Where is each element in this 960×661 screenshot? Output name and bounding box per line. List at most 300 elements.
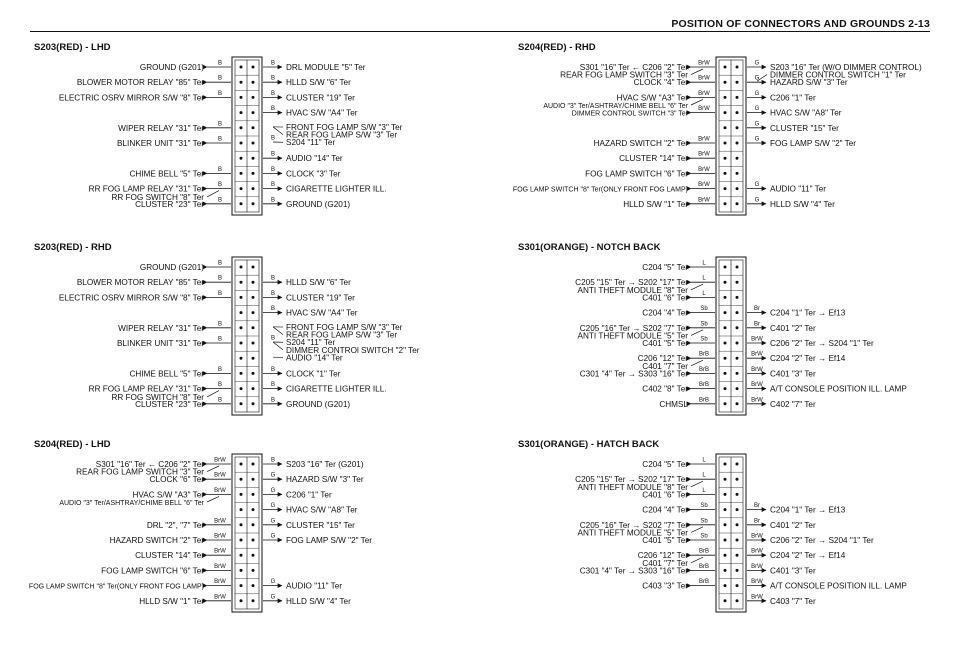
left-wire-entry	[642, 337, 715, 349]
right-wire-entry	[747, 503, 846, 514]
wire-color-code: BrB	[698, 579, 710, 586]
right-wire-entry	[263, 397, 350, 409]
left-wire-entry	[642, 534, 715, 546]
wire-destination-label: FOG LAMP S/W "2" Ter	[770, 139, 857, 148]
left-wire-entry	[585, 167, 715, 179]
terminal-pin	[252, 81, 255, 84]
terminal-pin	[252, 326, 255, 329]
terminal-pin	[240, 539, 243, 542]
wire-color-code: G	[754, 90, 760, 97]
wire-color-code: B	[217, 90, 223, 97]
right-wire-entry	[747, 197, 835, 209]
right-wire-entry	[747, 549, 846, 561]
left-wire-entry	[118, 321, 231, 333]
wire-destination-label: AUDIO "14" Ter	[286, 353, 343, 363]
wire-destination-label: A/T CONSOLE POSITION ILL. LAMP	[770, 384, 907, 394]
wire-color-code: B	[270, 457, 276, 464]
terminal-pin	[240, 493, 243, 496]
wire-color-code: B	[270, 290, 276, 297]
terminal-pin	[724, 569, 727, 572]
wire-destination-label: C401 "3" Ter	[770, 369, 816, 379]
connector-block	[716, 57, 746, 215]
terminal-pin	[724, 508, 727, 511]
wire-color-code: BrW	[214, 487, 226, 494]
terminal-pin	[724, 387, 727, 390]
wire-color-code: B	[270, 151, 276, 158]
wire-color-code: B	[217, 60, 223, 67]
wire-destination-label: HVAC S/W "A8" Ter	[770, 108, 842, 118]
wire-destination-label: GROUND (G201)	[286, 199, 351, 209]
right-wire-entry	[747, 367, 816, 379]
right-wire-entry	[747, 579, 907, 591]
terminal-pin	[724, 202, 727, 205]
right-wire-entry	[263, 276, 351, 288]
wire-destination-label: C204 "4" Ter	[642, 308, 688, 318]
wire-destination-label: HVAC S/W "A3" Ter	[616, 93, 688, 103]
wire-color-code: BrW	[698, 136, 710, 143]
wire-destination-label: C403 "3" Ter	[642, 581, 688, 591]
wire-color-code: Sb	[700, 503, 708, 510]
wire-color-code: BrB	[698, 548, 710, 555]
wire-destination-label: CLOCK "4" Ter	[633, 78, 688, 88]
terminal-pin	[240, 387, 243, 390]
wire-destination-label: C206 "2" Ter → S204 "1" Ter	[770, 536, 874, 545]
wire-color-code: B	[217, 197, 223, 204]
wire-color-code: BrW	[698, 166, 710, 173]
terminal-pin	[736, 342, 739, 345]
wire-color-code: BrW	[214, 518, 226, 525]
wire-destination-label: RR FOG SWITCH "8" Ter	[111, 392, 204, 402]
terminal-pin	[240, 372, 243, 375]
terminal-pin	[724, 372, 727, 375]
wire-color-code: B	[217, 397, 223, 404]
left-wire-entry	[580, 564, 715, 576]
terminal-pin	[252, 508, 255, 511]
left-wire-entry	[642, 579, 715, 591]
left-wire-entry	[513, 182, 715, 194]
left-wire-entry	[29, 579, 231, 591]
wire-color-code: B	[270, 182, 276, 189]
terminal-pin	[724, 599, 727, 602]
left-wire-entry	[59, 291, 231, 303]
right-wire-entry	[263, 306, 358, 318]
wire-destination-label: CLUSTER "19" Ter	[286, 93, 355, 103]
terminal-pin	[252, 66, 255, 69]
wire-color-code: BrB	[698, 366, 710, 373]
panel-title: S301(ORANGE) - HATCH BACK	[518, 439, 660, 450]
right-wire-entry	[271, 136, 335, 148]
wire-destination-label: C204 "1" Ter → Ef13	[770, 505, 846, 515]
terminal-pin	[240, 508, 243, 511]
left-wire-entry	[619, 152, 715, 164]
right-wire-entry	[747, 106, 842, 118]
left-wire-entry	[118, 121, 231, 133]
terminal-pin	[252, 266, 255, 269]
terminal-pin	[736, 326, 739, 329]
wire-color-code: G	[754, 197, 760, 204]
right-wire-entry	[747, 534, 874, 546]
terminal-pin	[240, 584, 243, 587]
wire-destination-label: C204 "5" Ter	[642, 460, 688, 469]
wire-color-code: G	[270, 579, 276, 586]
wire-color-code: BrW	[698, 90, 710, 97]
terminal-pin	[736, 96, 739, 99]
wire-destination-label: CLOCK "6" Ter	[149, 475, 204, 485]
wire-destination-label: S204 "11" Ter	[286, 338, 336, 348]
wire-color-code: B	[217, 182, 223, 189]
wire-color-code: B	[270, 166, 276, 173]
wire-color-code: Sb	[700, 518, 708, 525]
wire-destination-label: HLLD S/W "4" Ter	[286, 596, 351, 606]
wire-destination-label: CHIME BELL "5" Ter	[129, 369, 204, 379]
wire-destination-label: C401 "5" Ter	[642, 339, 688, 348]
panel-title: S204(RED) - LHD	[34, 439, 111, 450]
right-wire-entry	[747, 321, 816, 333]
wire-destination-label: GROUND (G201)	[139, 63, 204, 72]
right-wire-entry	[747, 91, 816, 103]
terminal-pin	[736, 599, 739, 602]
terminal-pin	[724, 81, 727, 84]
left-wire-entry	[623, 197, 715, 209]
right-wire-entry	[263, 594, 351, 606]
wire-destination-label: HAZARD SWITCH "2" Ter	[109, 536, 204, 545]
right-wire-entry	[747, 594, 816, 606]
terminal-pin	[240, 554, 243, 557]
terminal-pin	[240, 599, 243, 602]
terminal-pin	[724, 402, 727, 405]
wire-destination-label: CLUSTER "15" Ter	[770, 123, 839, 133]
terminal-pin	[252, 157, 255, 160]
wire-destination-label: FOG LAMP SWITCH "6" Ter	[101, 566, 204, 576]
terminal-pin	[240, 96, 243, 99]
terminal-pin	[252, 523, 255, 526]
wire-color-code: G	[270, 533, 276, 540]
wire-destination-label: S203 "16" Ter (G201)	[286, 460, 364, 469]
terminal-pin	[724, 142, 727, 145]
left-wire-entry	[150, 473, 231, 485]
wire-destination-label: ANTI THEFT MODULE "5" Ter	[577, 528, 688, 538]
wire-destination-label: DIMMER CONTROL SWITCH "1" Ter	[770, 70, 906, 80]
right-wire-entry	[747, 337, 874, 349]
terminal-pin	[724, 554, 727, 557]
wire-color-code: Sb	[700, 336, 708, 343]
wire-destination-label: ANTI THEFT MODULE "8" Ter	[577, 285, 688, 295]
terminal-pin	[736, 387, 739, 390]
wire-destination-label: C205 "15" Ter → S202 "17" Ter	[575, 475, 688, 485]
connector-diagram	[30, 439, 500, 619]
wire-destination-label: C401 "7" Ter	[642, 558, 688, 568]
wire-color-code: G	[754, 121, 760, 128]
wire-destination-label: HAZARD SWITCH "2" Ter	[593, 139, 688, 148]
right-wire-entry	[263, 152, 343, 164]
wire-color-code: BrW	[214, 457, 226, 464]
terminal-pin	[252, 172, 255, 175]
connector-block	[232, 57, 262, 215]
connector-diagram	[514, 242, 960, 422]
terminal-pin	[252, 554, 255, 557]
terminal-pin	[240, 342, 243, 345]
connector-panel-s301-hatch-back	[514, 439, 960, 639]
wire-destination-label: CIGARETTE LIGHTER ILL.	[286, 184, 387, 194]
wire-color-code: B	[217, 336, 223, 343]
right-wire-entry	[263, 473, 364, 485]
terminal-pin	[736, 569, 739, 572]
wire-destination-label: C204 "4" Ter	[642, 505, 688, 515]
terminal-pin	[736, 478, 739, 481]
terminal-pin	[240, 202, 243, 205]
terminal-pin	[252, 478, 255, 481]
wire-color-code: BrW	[214, 594, 226, 601]
right-wire-entry	[747, 121, 839, 133]
wire-destination-label: FRONT FOG LAMP S/W "3" Ter	[286, 123, 403, 133]
right-wire-entry	[263, 579, 342, 591]
wire-color-code: BrW	[751, 594, 763, 601]
wire-color-code: B	[217, 275, 223, 282]
wire-color-code: L	[702, 487, 706, 494]
wire-color-code: G	[270, 594, 276, 601]
wire-destination-label: FOG LAMP SWITCH "8" Ter(ONLY FRONT FOG LAMP)	[28, 583, 204, 591]
wire-destination-label: HLLD S/W "1" Ter	[139, 596, 204, 606]
left-wire-entry	[642, 458, 715, 470]
terminal-pin	[252, 296, 255, 299]
wire-destination-label: C401 "3" Ter	[770, 566, 816, 576]
left-wire-entry	[594, 137, 715, 149]
wire-color-code: BrW	[698, 151, 710, 158]
terminal-pin	[736, 523, 739, 526]
terminal-pin	[252, 463, 255, 466]
wire-destination-label: WIPER RELAY "31" Ter	[118, 123, 204, 133]
left-wire-entry	[135, 549, 231, 561]
wire-color-code: G	[754, 136, 760, 143]
wire-color-code: BrW	[214, 548, 226, 555]
wire-destination-label: HAZARD S/W "3" Ter	[286, 475, 364, 485]
wire-color-code: BrW	[751, 563, 763, 570]
terminal-pin	[252, 584, 255, 587]
wire-destination-label: BLOWER MOTOR RELAY "85" Ter	[76, 78, 204, 88]
terminal-pin	[724, 342, 727, 345]
wire-destination-label: BLINKER UNIT "31" Ter	[117, 139, 204, 148]
terminal-pin	[252, 387, 255, 390]
wire-color-code: BrW	[751, 533, 763, 540]
wire-destination-label: HLLD S/W "6" Ter	[286, 278, 351, 288]
panel-title: S301(ORANGE) - NOTCH BACK	[518, 242, 661, 253]
left-wire-entry	[89, 182, 231, 194]
panel-title: S203(RED) - RHD	[34, 242, 112, 253]
right-wire-entry	[273, 353, 343, 362]
wire-color-code: B	[270, 197, 276, 204]
wire-destination-label: DIMMER CONTROl SWITCH "2" Ter	[286, 345, 420, 355]
wire-destination-label: GROUND (G201)	[286, 399, 351, 409]
wire-destination-label: A/T CONSOLE POSITION ILL. LAMP	[770, 581, 907, 591]
right-wire-entry	[747, 397, 816, 409]
right-wire-entry	[747, 564, 816, 576]
wire-color-code: L	[702, 260, 706, 267]
wire-destination-label: C401 "2" Ter	[770, 323, 816, 333]
wire-color-code: G	[270, 503, 276, 510]
wire-color-code: Br	[754, 321, 760, 328]
terminal-pin	[252, 187, 255, 190]
wire-color-code: L	[702, 457, 706, 464]
wire-color-code: L	[702, 472, 706, 479]
wire-color-code: BrW	[698, 197, 710, 204]
right-wire-entry	[747, 306, 846, 318]
terminal-pin	[724, 96, 727, 99]
left-wire-entry	[642, 382, 715, 394]
terminal-pin	[240, 157, 243, 160]
wire-destination-label: ELECTRIC OSRV MIRROR S/W "8" Ter	[58, 293, 204, 303]
terminal-pin	[724, 126, 727, 129]
wire-color-code: BrW	[214, 533, 226, 540]
terminal-pin	[736, 81, 739, 84]
wire-destination-label: AUDIO "3" Ter/ASHTRAY/CHIME BELL "6" Ter	[59, 500, 204, 507]
wire-destination-label: FRONT FOG LAMP S/W "3" Ter	[286, 323, 403, 333]
wire-color-code: BrB	[698, 351, 710, 358]
terminal-pin	[724, 493, 727, 496]
terminal-pin	[736, 554, 739, 557]
left-wire-entry	[642, 488, 715, 500]
wire-color-code: G	[270, 518, 276, 525]
wire-destination-label: C401 "5" Ter	[642, 536, 688, 545]
terminal-pin	[736, 142, 739, 145]
wire-color-code: BrW	[698, 75, 710, 82]
terminal-pin	[252, 311, 255, 314]
wire-color-code: Br	[754, 518, 760, 525]
wire-color-code: L	[702, 275, 706, 282]
terminal-pin	[724, 266, 727, 269]
wire-destination-label: C401 "7" Ter	[642, 361, 688, 371]
terminal-pin	[736, 157, 739, 160]
wire-destination-label: C206 "12" Ter	[637, 551, 688, 561]
wire-color-code: G	[270, 487, 276, 494]
wire-destination-label: DRL MODULE "5" Ter	[286, 63, 366, 72]
wire-destination-label: C301 "4" Ter → S303 "16" Ter	[579, 369, 688, 379]
left-wire-entry	[659, 397, 715, 409]
wire-color-code: B	[270, 106, 276, 113]
wire-color-code: B	[270, 75, 276, 82]
left-wire-entry	[77, 276, 231, 288]
wire-color-code: B	[217, 136, 223, 143]
left-wire-entry	[147, 518, 231, 530]
wire-color-code: BrW	[751, 579, 763, 586]
right-wire-entry	[263, 503, 358, 514]
terminal-pin	[240, 172, 243, 175]
wire-color-code: Br	[754, 503, 760, 510]
wire-color-code: B	[270, 366, 276, 373]
connector-block	[232, 454, 262, 612]
wire-destination-label: HVAC S/W "A8" Ter	[286, 505, 358, 515]
terminal-pin	[724, 357, 727, 360]
terminal-pin	[724, 111, 727, 114]
terminal-pin	[252, 202, 255, 205]
terminal-pin	[252, 111, 255, 114]
wire-color-code: BrB	[698, 563, 710, 570]
terminal-pin	[736, 508, 739, 511]
left-wire-entry	[129, 367, 231, 379]
wire-destination-label: CLOCK "3" Ter	[286, 169, 341, 179]
terminal-pin	[252, 599, 255, 602]
wire-color-code: B	[270, 382, 276, 389]
wire-destination-label: S204 "11" Ter	[286, 138, 336, 148]
wire-destination-label: C204 "2" Ter → Ef14	[770, 354, 846, 364]
wire-destination-label: AUDIO "14" Ter	[286, 154, 343, 164]
wire-color-code: G	[754, 106, 760, 113]
wire-destination-label: C206 "1" Ter	[770, 93, 816, 103]
connector-panel-s301-notch-back	[514, 242, 960, 442]
terminal-pin	[240, 187, 243, 190]
wire-color-code: B	[217, 382, 223, 389]
terminal-pin	[724, 311, 727, 314]
terminal-pin	[252, 372, 255, 375]
wire-color-code: Sb	[700, 533, 708, 540]
wire-color-code: L	[702, 290, 706, 297]
wire-destination-label: HVAC S/W "A3" Ter	[132, 490, 204, 500]
left-wire-entry	[642, 261, 715, 273]
connector-panel-s203-rhd	[30, 242, 500, 442]
terminal-pin	[252, 281, 255, 284]
wire-color-code: BrW	[214, 579, 226, 586]
terminal-pin	[736, 281, 739, 284]
left-wire-entry	[89, 382, 231, 394]
terminal-pin	[724, 187, 727, 190]
wire-destination-label: CLUSTER "14" Ter	[135, 551, 204, 561]
right-wire-entry	[747, 182, 826, 194]
left-wire-entry	[634, 76, 715, 88]
wire-destination-label: C206 "2" Ter → S204 "1" Ter	[770, 339, 874, 348]
wire-destination-label: CHMSL	[659, 399, 688, 409]
terminal-pin	[252, 357, 255, 360]
wire-color-code: BrW	[751, 548, 763, 555]
wire-color-code: B	[270, 60, 276, 67]
header-rule	[30, 31, 930, 32]
wire-destination-label: CLUSTER "14" Ter	[619, 154, 688, 164]
wire-destination-label: ELECTRIC OSRV MIRROR S/W "8" Ter	[58, 93, 204, 103]
wire-destination-label: BLOWER MOTOR RELAY "85" Ter	[76, 278, 204, 288]
terminal-pin	[724, 463, 727, 466]
terminal-pin	[736, 357, 739, 360]
wire-destination-label: C204 "1" Ter → Ef13	[770, 308, 846, 318]
wire-color-code: BrW	[214, 563, 226, 570]
wire-color-code: G	[270, 472, 276, 479]
terminal-pin	[736, 584, 739, 587]
terminal-pin	[736, 202, 739, 205]
terminal-pin	[736, 311, 739, 314]
wire-color-code: B	[217, 166, 223, 173]
left-wire-entry	[117, 137, 231, 149]
wire-destination-label: RR FOG LAMP RELAY "31" Ter	[88, 384, 204, 394]
right-wire-entry	[263, 382, 387, 394]
left-wire-entry	[580, 367, 715, 379]
wire-color-code: B	[270, 135, 276, 142]
wire-destination-label: FOG LAMP SWITCH "8" Ter(ONLY FRONT FOG LAMP)	[512, 186, 688, 194]
right-wire-entry	[747, 382, 907, 394]
wire-destination-label: DRL "2", "7" Ter	[146, 520, 204, 530]
terminal-pin	[240, 463, 243, 466]
right-wire-entry	[263, 291, 355, 303]
wire-destination-label: C205 "16" Ter → S202 "7" Ter	[579, 520, 688, 530]
wire-color-code: B	[270, 90, 276, 97]
terminal-pin	[724, 326, 727, 329]
wire-destination-label: REAR FOG LAMP S/W "3" Ter	[286, 130, 398, 140]
terminal-pin	[724, 157, 727, 160]
wire-destination-label: HVAC S/W "A4" Ter	[286, 308, 358, 318]
wire-destination-label: C401 "6" Ter	[642, 293, 688, 303]
wire-destination-label: CLUSTER "23" Ter	[135, 399, 204, 409]
wire-destination-label: RR FOG LAMP RELAY "31" Ter	[88, 184, 204, 194]
wire-destination-label: CLUSTER "23" Ter	[135, 199, 204, 209]
left-wire-entry	[140, 61, 231, 73]
connector-diagram	[30, 242, 500, 422]
wire-destination-label: C401 "2" Ter	[770, 520, 816, 530]
